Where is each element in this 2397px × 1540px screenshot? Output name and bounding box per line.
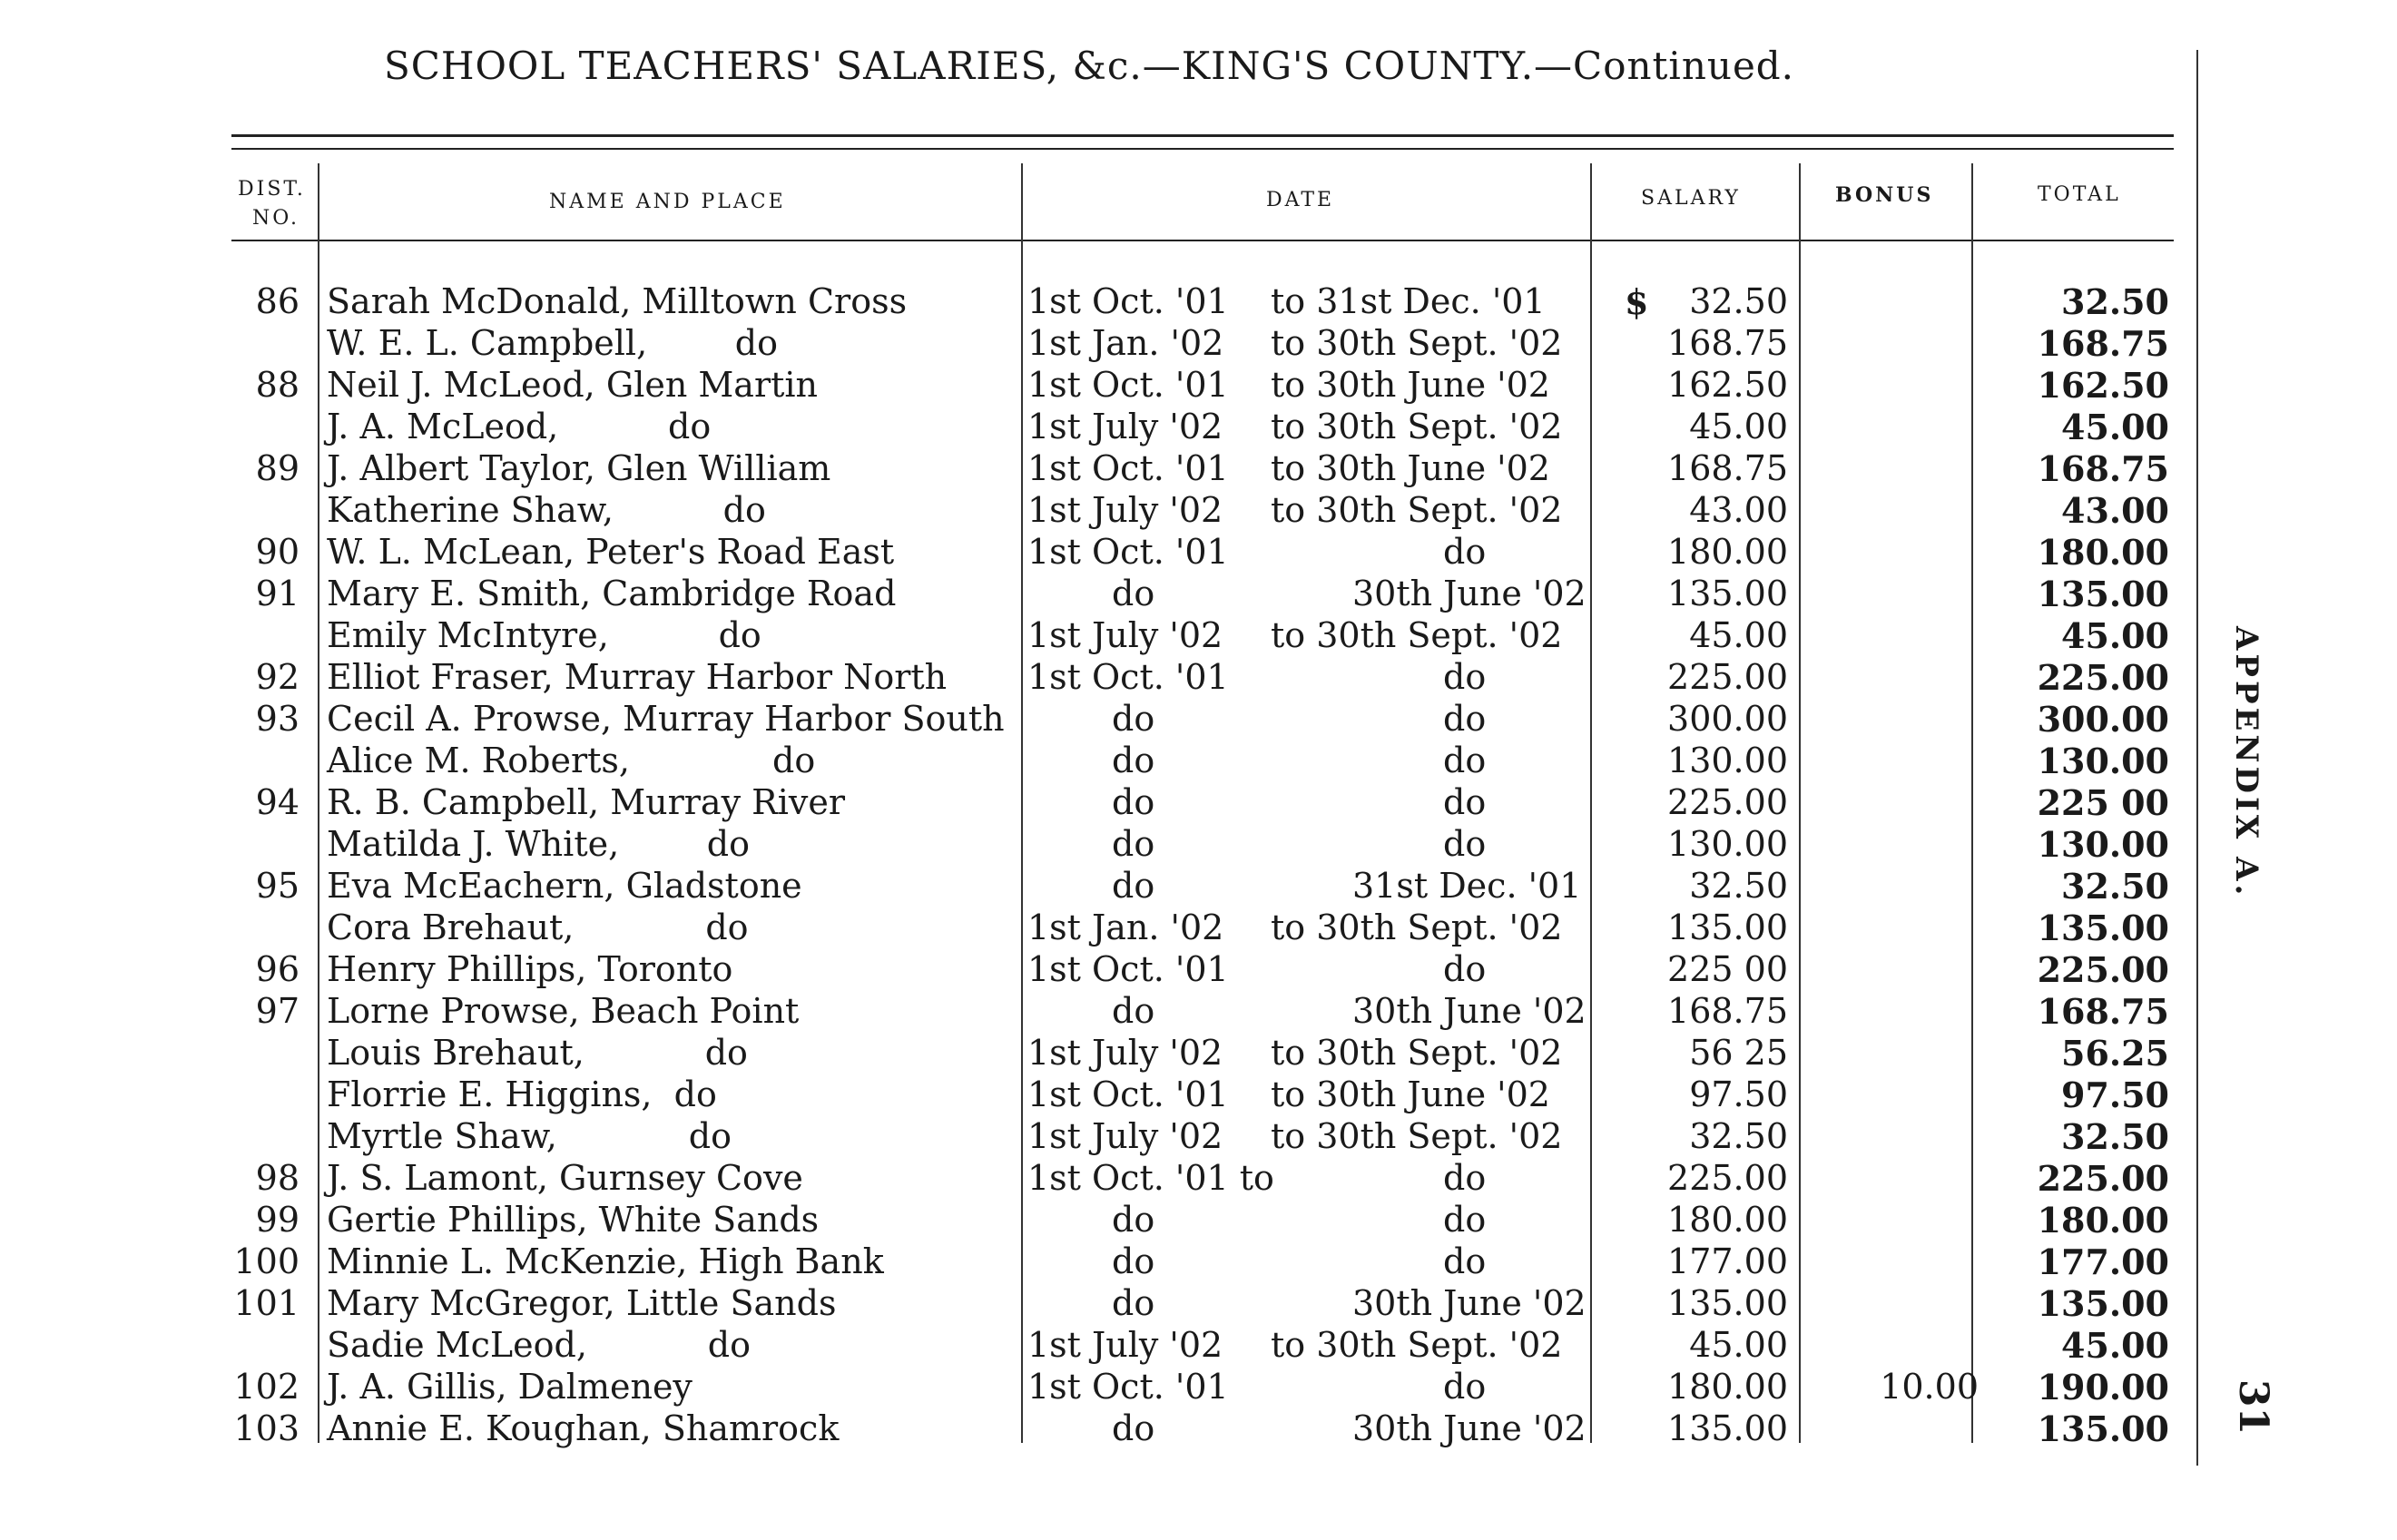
total-cell: 135.00 — [2037, 574, 2169, 614]
date-from-cell: 1st Oct. '01 — [1027, 657, 1229, 697]
total-cell: 130.00 — [2037, 741, 2169, 781]
date-from-cell: 1st Jan. '02 — [1027, 907, 1224, 947]
table-row — [0, 907, 2196, 949]
total-cell: 162.50 — [2037, 365, 2169, 406]
page-number: 31 — [2230, 1378, 2277, 1436]
date-to-cell: 31st Dec. '01 — [1352, 866, 1582, 906]
salary-cell: 45.00 — [1689, 1325, 1788, 1365]
name-place-cell: Florrie E. Higgins, do — [327, 1074, 717, 1114]
table-row — [0, 615, 2196, 657]
salary-cell: 97.50 — [1689, 1074, 1788, 1114]
dist-cell: 90 — [255, 532, 300, 572]
dist-cell: 94 — [255, 782, 300, 822]
header-rule-bottom — [231, 240, 2174, 241]
name-place-cell: Elliot Fraser, Murray Harbor North — [327, 657, 948, 697]
date-from-cell: 1st Oct. '01 — [1027, 949, 1229, 989]
bonus-cell: 10.00 — [1880, 1367, 1979, 1407]
header-salary: SALARY — [1641, 187, 1741, 210]
date-to-cell: to 30th Sept. '02 — [1271, 615, 1563, 655]
date-from-cell: do — [1112, 1408, 1155, 1448]
salary-cell: 300.00 — [1667, 699, 1788, 739]
salary-cell: 135.00 — [1667, 907, 1788, 947]
name-place-cell: Eva McEachern, Gladstone — [327, 866, 802, 906]
date-from-cell: do — [1112, 699, 1155, 739]
table-row — [0, 699, 2196, 741]
date-to-cell: to 30th Sept. '02 — [1271, 1116, 1563, 1156]
table-row — [0, 949, 2196, 991]
name-place-cell: Sadie McLeod, do — [327, 1325, 752, 1365]
date-from-cell: do — [1112, 782, 1155, 822]
salary-cell: 168.75 — [1667, 991, 1788, 1031]
date-from-cell: 1st July '02 — [1027, 407, 1223, 446]
dist-cell: 92 — [255, 657, 300, 697]
dist-cell: 99 — [255, 1200, 300, 1240]
date-from-cell: 1st July '02 — [1027, 615, 1223, 655]
table-row — [0, 1283, 2196, 1325]
salary-cell: 162.50 — [1667, 365, 1788, 405]
date-from-cell: 1st Oct. '01 — [1027, 532, 1229, 572]
date-from-cell: do — [1112, 824, 1155, 864]
date-to-cell: do — [1443, 657, 1487, 697]
date-to-cell: do — [1443, 1200, 1487, 1240]
header-total: TOTAL — [2038, 183, 2121, 206]
table-row — [0, 1033, 2196, 1074]
salary-cell: 130.00 — [1667, 741, 1788, 780]
date-to-cell: do — [1443, 949, 1487, 989]
date-from-cell: do — [1112, 574, 1155, 613]
total-cell: 56.25 — [2061, 1033, 2169, 1074]
total-cell: 45.00 — [2061, 615, 2169, 656]
table-row — [0, 866, 2196, 907]
salary-cell: 32.50 — [1689, 1116, 1788, 1156]
name-place-cell: Katherine Shaw, do — [327, 490, 766, 530]
total-cell: 130.00 — [2037, 824, 2169, 865]
dist-cell: 91 — [255, 574, 300, 613]
total-cell: 177.00 — [2037, 1241, 2169, 1282]
name-place-cell: Neil J. McLeod, Glen Martin — [327, 365, 819, 405]
table-row — [0, 657, 2196, 699]
name-place-cell: Alice M. Roberts, do — [327, 741, 816, 780]
total-cell: 225 00 — [2037, 782, 2169, 823]
date-from-cell: do — [1112, 866, 1155, 906]
dist-cell: 102 — [233, 1367, 300, 1407]
date-to-cell: to 30th Sept. '02 — [1271, 1325, 1563, 1365]
name-place-cell: J. S. Lamont, Gurnsey Cove — [327, 1158, 803, 1198]
name-place-cell: Myrtle Shaw, do — [327, 1116, 732, 1156]
salary-cell: 225.00 — [1667, 657, 1788, 697]
table-row — [0, 365, 2196, 407]
dist-cell: 95 — [255, 866, 300, 906]
date-to-cell: do — [1443, 532, 1487, 572]
date-to-cell: do — [1443, 1158, 1487, 1198]
table-row — [0, 407, 2196, 448]
salary-cell: 180.00 — [1667, 1200, 1788, 1240]
salary-cell: 45.00 — [1689, 615, 1788, 655]
salary-cell: 130.00 — [1667, 824, 1788, 864]
salary-cell: 168.75 — [1667, 448, 1788, 488]
name-place-cell: Annie E. Koughan, Shamrock — [327, 1408, 840, 1448]
header-date: DATE — [1266, 189, 1335, 211]
total-cell: 190.00 — [2037, 1367, 2169, 1408]
date-to-cell: do — [1443, 741, 1487, 780]
salary-cell: 225.00 — [1667, 782, 1788, 822]
total-cell: 180.00 — [2037, 532, 2169, 573]
total-cell: 45.00 — [2061, 1325, 2169, 1366]
salary-cell: 32.50 — [1689, 866, 1788, 906]
salary-cell: 135.00 — [1667, 574, 1788, 613]
date-from-cell: do — [1112, 991, 1155, 1031]
date-from-cell: do — [1112, 1283, 1155, 1323]
date-to-cell: to 30th June '02 — [1271, 448, 1550, 488]
name-place-cell: Cora Brehaut, do — [327, 907, 749, 947]
salary-cell: 180.00 — [1667, 532, 1788, 572]
table-row — [0, 1408, 2196, 1450]
total-cell: 168.75 — [2037, 448, 2169, 489]
salary-cell: 135.00 — [1667, 1408, 1788, 1448]
name-place-cell: Mary McGregor, Little Sands — [327, 1283, 837, 1323]
date-to-cell: to 30th Sept. '02 — [1271, 323, 1563, 363]
date-from-cell: 1st July '02 — [1027, 1116, 1223, 1156]
currency-symbol: $ — [1625, 281, 1649, 322]
name-place-cell: Sarah McDonald, Milltown Cross — [327, 281, 908, 321]
salary-cell: 180.00 — [1667, 1367, 1788, 1407]
dist-cell: 86 — [255, 281, 300, 321]
date-to-cell: to 30th Sept. '02 — [1271, 407, 1563, 446]
date-to-cell: 30th June '02 — [1352, 574, 1587, 613]
dist-cell: 93 — [255, 699, 300, 739]
date-from-cell: 1st July '02 — [1027, 490, 1223, 530]
table-row — [0, 1116, 2196, 1158]
name-place-cell: Cecil A. Prowse, Murray Harbor South — [327, 699, 1005, 739]
name-place-cell: Louis Brehaut, do — [327, 1033, 748, 1073]
dist-cell: 89 — [255, 448, 300, 488]
date-to-cell: do — [1443, 699, 1487, 739]
appendix-label: APPENDIX A. — [2228, 626, 2264, 899]
table-row — [0, 741, 2196, 782]
date-from-cell: 1st Jan. '02 — [1027, 323, 1224, 363]
date-to-cell: to 31st Dec. '01 — [1271, 281, 1546, 321]
salary-cell: 32.50 — [1689, 281, 1788, 321]
salary-cell: 168.75 — [1667, 323, 1788, 363]
table-row — [0, 1241, 2196, 1283]
date-from-cell: 1st Oct. '01 — [1027, 281, 1229, 321]
total-cell: 97.50 — [2061, 1074, 2169, 1115]
total-cell: 225.00 — [2037, 949, 2169, 990]
table-row — [0, 1367, 2196, 1408]
name-place-cell: Matilda J. White, do — [327, 824, 751, 864]
date-to-cell: to 30th Sept. '02 — [1271, 1033, 1563, 1073]
name-place-cell: Mary E. Smith, Cambridge Road — [327, 574, 897, 613]
date-from-cell: 1st Oct. '01 — [1027, 365, 1229, 405]
salary-cell: 43.00 — [1689, 490, 1788, 530]
table-row — [0, 574, 2196, 615]
table-row — [0, 1325, 2196, 1367]
dist-cell: 88 — [255, 365, 300, 405]
salary-cell: 45.00 — [1689, 407, 1788, 446]
name-place-cell: W. L. McLean, Peter's Road East — [327, 532, 895, 572]
table-row — [0, 824, 2196, 866]
name-place-cell: J. A. McLeod, do — [327, 407, 712, 446]
total-cell: 43.00 — [2061, 490, 2169, 531]
name-place-cell: Henry Phillips, Toronto — [327, 949, 733, 989]
table-row — [0, 448, 2196, 490]
dist-cell: 103 — [233, 1408, 300, 1448]
header-rule-top — [231, 134, 2174, 137]
date-to-cell: do — [1443, 782, 1487, 822]
page-title: SCHOOL TEACHERS' SALARIES, &c.—KING'S COUNTY.—Continued. — [383, 44, 1795, 88]
date-to-cell: 30th June '02 — [1352, 1283, 1587, 1323]
table-row — [0, 281, 2196, 323]
date-from-cell: 1st Oct. '01 to — [1027, 1158, 1274, 1198]
date-to-cell: to 30th Sept. '02 — [1271, 907, 1563, 947]
table-row — [0, 1200, 2196, 1241]
dist-cell: 100 — [233, 1241, 300, 1281]
date-from-cell: do — [1112, 1200, 1155, 1240]
salary-cell: 177.00 — [1667, 1241, 1788, 1281]
name-place-cell: W. E. L. Campbell, do — [327, 323, 778, 363]
date-to-cell: to 30th June '02 — [1271, 365, 1550, 405]
total-cell: 225.00 — [2037, 657, 2169, 698]
name-place-cell: Emily McIntyre, do — [327, 615, 761, 655]
table-row — [0, 1074, 2196, 1116]
total-cell: 45.00 — [2061, 407, 2169, 447]
date-to-cell: to 30th June '02 — [1271, 1074, 1550, 1114]
total-cell: 180.00 — [2037, 1200, 2169, 1241]
date-to-cell: do — [1443, 824, 1487, 864]
header-dist-line2: NO. — [252, 207, 300, 230]
table-row — [0, 323, 2196, 365]
total-cell: 32.50 — [2061, 281, 2169, 322]
salary-cell: 135.00 — [1667, 1283, 1788, 1323]
dist-cell: 96 — [255, 949, 300, 989]
name-place-cell: R. B. Campbell, Murray River — [327, 782, 846, 822]
total-cell: 135.00 — [2037, 907, 2169, 948]
date-to-cell: do — [1443, 1367, 1487, 1407]
total-cell: 168.75 — [2037, 323, 2169, 364]
name-place-cell: Minnie L. McKenzie, High Bank — [327, 1241, 884, 1281]
page-border-right — [2196, 50, 2198, 1466]
date-to-cell: 30th June '02 — [1352, 1408, 1587, 1448]
table-row — [0, 490, 2196, 532]
total-cell: 225.00 — [2037, 1158, 2169, 1199]
table-row — [0, 782, 2196, 824]
dist-cell: 97 — [255, 991, 300, 1031]
name-place-cell: Gertie Phillips, White Sands — [327, 1200, 820, 1240]
total-cell: 168.75 — [2037, 991, 2169, 1032]
date-from-cell: do — [1112, 741, 1155, 780]
date-from-cell: 1st July '02 — [1027, 1033, 1223, 1073]
name-place-cell: J. Albert Taylor, Glen William — [327, 448, 831, 488]
date-from-cell: 1st Oct. '01 — [1027, 1367, 1229, 1407]
salary-cell: 225.00 — [1667, 1158, 1788, 1198]
date-from-cell: do — [1112, 1241, 1155, 1281]
header-dist-line1: DIST. — [238, 178, 306, 201]
table-row — [0, 532, 2196, 574]
total-cell: 135.00 — [2037, 1408, 2169, 1449]
header-name: NAME AND PLACE — [549, 191, 786, 213]
dist-cell: 101 — [233, 1283, 300, 1323]
header-bonus: BONUS — [1835, 183, 1934, 207]
date-to-cell: do — [1443, 1241, 1487, 1281]
date-to-cell: 30th June '02 — [1352, 991, 1587, 1031]
total-cell: 135.00 — [2037, 1283, 2169, 1324]
total-cell: 300.00 — [2037, 699, 2169, 740]
name-place-cell: Lorne Prowse, Beach Point — [327, 991, 800, 1031]
date-to-cell: to 30th Sept. '02 — [1271, 490, 1563, 530]
table-row — [0, 1158, 2196, 1200]
name-place-cell: J. A. Gillis, Dalmeney — [327, 1367, 693, 1407]
date-from-cell: 1st Oct. '01 — [1027, 1074, 1229, 1114]
salary-cell: 225 00 — [1667, 949, 1788, 989]
header-rule-mid — [231, 148, 2174, 150]
table-row — [0, 991, 2196, 1033]
dist-cell: 98 — [255, 1158, 300, 1198]
date-from-cell: 1st Oct. '01 — [1027, 448, 1229, 488]
total-cell: 32.50 — [2061, 866, 2169, 907]
total-cell: 32.50 — [2061, 1116, 2169, 1157]
date-from-cell: 1st July '02 — [1027, 1325, 1223, 1365]
salary-cell: 56 25 — [1689, 1033, 1788, 1073]
